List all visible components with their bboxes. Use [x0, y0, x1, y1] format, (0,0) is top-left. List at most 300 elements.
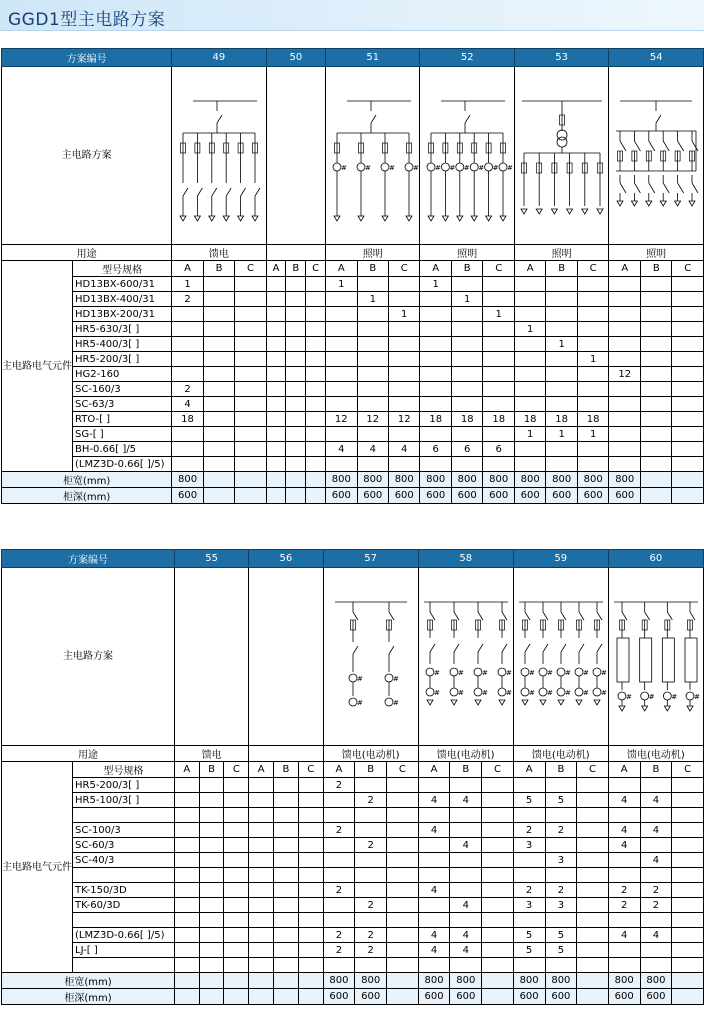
quantity-cell [172, 337, 204, 352]
quantity-cell [274, 898, 299, 913]
circuit-diagram [610, 572, 702, 742]
quantity-cell [483, 292, 514, 307]
cabinet-depth-value [235, 488, 266, 504]
quantity-cell [672, 352, 704, 367]
quantity-cell [577, 793, 609, 808]
circuit-diagram [516, 71, 608, 241]
quantity-cell: 4 [608, 823, 640, 838]
quantity-cell [274, 883, 299, 898]
quantity-cell: 1 [451, 292, 482, 307]
quantity-cell [609, 337, 641, 352]
cabinet-depth-value: 600 [545, 989, 577, 1005]
quantity-cell [450, 823, 482, 838]
quantity-cell [482, 838, 514, 853]
quantity-cell [203, 382, 234, 397]
cabinet-width-value: 800 [323, 973, 355, 989]
usage-value: 馈电 [174, 746, 248, 762]
quantity-cell [174, 778, 199, 793]
quantity-cell [274, 928, 299, 943]
quantity-cell [326, 307, 357, 322]
quantity-cell [577, 838, 609, 853]
quantity-cell [672, 838, 704, 853]
table-row [2, 472, 704, 488]
quantity-cell [672, 382, 704, 397]
table-row [2, 943, 704, 958]
quantity-cell [249, 853, 274, 868]
abc-header: A [323, 762, 355, 778]
quantity-cell [609, 277, 641, 292]
cabinet-width-value: 800 [389, 472, 420, 488]
quantity-cell: 18 [546, 412, 577, 427]
element-name: HR5-100/3[ ] [73, 793, 175, 808]
quantity-cell [608, 853, 640, 868]
cabinet-width-value [672, 973, 704, 989]
abc-header: C [235, 261, 266, 277]
quantity-cell: 2 [355, 838, 387, 853]
quantity-cell [483, 322, 514, 337]
quantity-cell [266, 397, 286, 412]
quantity-cell [224, 883, 249, 898]
cabinet-depth-label: 柜深(mm) [2, 989, 175, 1005]
quantity-cell [203, 442, 234, 457]
element-name: HR5-630/3[ ] [73, 322, 172, 337]
quantity-cell [451, 427, 482, 442]
svg-text:#: # [528, 668, 535, 677]
cabinet-depth-value: 600 [514, 488, 545, 504]
quantity-cell [249, 913, 274, 928]
quantity-cell [389, 367, 420, 382]
svg-text:#: # [449, 163, 456, 172]
quantity-cell [546, 367, 577, 382]
quantity-cell: 12 [357, 412, 388, 427]
quantity-cell [513, 868, 545, 883]
quantity-cell [641, 307, 672, 322]
quantity-cell [172, 367, 204, 382]
quantity-cell [482, 928, 514, 943]
quantity-cell: 2 [323, 943, 355, 958]
cabinet-depth-value [577, 989, 609, 1005]
circuit-diagram-cell [608, 568, 703, 746]
abc-header: B [546, 261, 577, 277]
quantity-cell [357, 322, 388, 337]
abc-header: A [420, 261, 451, 277]
cabinet-width-value: 800 [609, 472, 641, 488]
cabinet-width-value [286, 472, 306, 488]
quantity-cell [640, 838, 672, 853]
cabinet-depth-value: 600 [355, 989, 387, 1005]
quantity-cell [174, 943, 199, 958]
quantity-cell [641, 337, 672, 352]
quantity-cell: 2 [323, 823, 355, 838]
quantity-cell [286, 337, 306, 352]
quantity-cell: 3 [513, 898, 545, 913]
quantity-cell [546, 277, 577, 292]
usage-value: 馈电(电动机) [608, 746, 703, 762]
scheme-number-label: 方案编号 [2, 49, 172, 67]
abc-header: B [274, 762, 299, 778]
quantity-cell: 12 [326, 412, 357, 427]
abc-header: B [199, 762, 224, 778]
quantity-cell [323, 958, 355, 973]
quantity-cell [672, 367, 704, 382]
quantity-cell [387, 838, 419, 853]
cabinet-depth-value [203, 488, 234, 504]
quantity-cell [577, 277, 608, 292]
quantity-cell [224, 898, 249, 913]
svg-text:#: # [388, 163, 395, 172]
quantity-cell [298, 838, 323, 853]
quantity-cell: 1 [546, 337, 577, 352]
quantity-cell: 4 [326, 442, 357, 457]
quantity-cell [545, 838, 577, 853]
quantity-cell [389, 322, 420, 337]
quantity-cell [672, 793, 704, 808]
cabinet-depth-value [387, 989, 419, 1005]
quantity-cell [235, 442, 266, 457]
element-name: SG-[ ] [73, 427, 172, 442]
cabinet-width-value: 800 [172, 472, 204, 488]
main-circuit-label: 主电路方案 [2, 67, 172, 245]
cabinet-width-value [482, 973, 514, 989]
quantity-cell: 18 [420, 412, 451, 427]
quantity-cell: 5 [545, 793, 577, 808]
quantity-cell: 6 [451, 442, 482, 457]
quantity-cell [514, 352, 545, 367]
quantity-cell [286, 427, 306, 442]
cabinet-width-value [224, 973, 249, 989]
cabinet-depth-value: 600 [608, 989, 640, 1005]
quantity-cell [172, 322, 204, 337]
table-row [2, 352, 704, 367]
quantity-cell [546, 322, 577, 337]
quantity-cell [224, 928, 249, 943]
abc-header: C [483, 261, 514, 277]
quantity-cell [203, 277, 234, 292]
quantity-cell [249, 868, 274, 883]
quantity-cell [672, 457, 704, 472]
quantity-cell [326, 352, 357, 367]
quantity-cell [357, 352, 388, 367]
quantity-cell [357, 397, 388, 412]
quantity-cell [420, 352, 451, 367]
quantity-cell [483, 382, 514, 397]
quantity-cell [174, 883, 199, 898]
quantity-cell: 1 [420, 277, 451, 292]
quantity-cell [235, 307, 266, 322]
quantity-cell [546, 457, 577, 472]
quantity-cell [514, 307, 545, 322]
quantity-cell [199, 883, 224, 898]
quantity-cell [450, 868, 482, 883]
quantity-cell [224, 793, 249, 808]
quantity-cell [546, 352, 577, 367]
quantity-cell [482, 958, 514, 973]
quantity-cell: 2 [640, 898, 672, 913]
quantity-cell [235, 457, 266, 472]
quantity-cell: 18 [483, 412, 514, 427]
cabinet-width-value: 800 [545, 973, 577, 989]
quantity-cell [298, 868, 323, 883]
quantity-cell [199, 808, 224, 823]
quantity-cell [326, 382, 357, 397]
circuit-diagram-cell [326, 67, 420, 245]
svg-text:#: # [693, 692, 700, 701]
quantity-cell [274, 958, 299, 973]
scheme-number: 53 [514, 49, 608, 67]
cabinet-depth-value [174, 989, 199, 1005]
quantity-cell [418, 868, 450, 883]
quantity-cell [172, 427, 204, 442]
svg-text:#: # [546, 668, 553, 677]
svg-text:#: # [671, 692, 678, 701]
quantity-cell [387, 853, 419, 868]
svg-text:#: # [481, 668, 488, 677]
svg-text:#: # [546, 688, 553, 697]
quantity-cell [306, 442, 326, 457]
usage-label: 用途 [2, 245, 172, 261]
quantity-cell [357, 382, 388, 397]
quantity-cell [546, 382, 577, 397]
quantity-cell [418, 808, 450, 823]
svg-text:#: # [528, 688, 535, 697]
cabinet-width-value: 800 [450, 973, 482, 989]
quantity-cell [235, 412, 266, 427]
quantity-cell [266, 292, 286, 307]
cabinet-width-value [274, 973, 299, 989]
quantity-cell [640, 958, 672, 973]
cabinet-depth-value: 600 [640, 989, 672, 1005]
quantity-cell [274, 943, 299, 958]
quantity-cell [249, 838, 274, 853]
quantity-cell [577, 367, 608, 382]
table-row [2, 958, 704, 973]
quantity-cell: 4 [608, 928, 640, 943]
quantity-cell [451, 382, 482, 397]
usage-value: 照明 [514, 245, 608, 261]
quantity-cell [672, 337, 704, 352]
table-row [2, 793, 704, 808]
quantity-cell [298, 778, 323, 793]
abc-header: A [266, 261, 286, 277]
quantity-cell [672, 913, 704, 928]
element-name: SC-63/3 [73, 397, 172, 412]
quantity-cell [174, 898, 199, 913]
svg-text:#: # [464, 163, 470, 172]
abc-header: A [609, 261, 641, 277]
quantity-cell [266, 322, 286, 337]
abc-header: C [577, 261, 608, 277]
quantity-cell [274, 853, 299, 868]
svg-text:#: # [457, 668, 464, 677]
quantity-cell [266, 367, 286, 382]
quantity-cell [357, 307, 388, 322]
circuit-diagram-cell [420, 67, 514, 245]
quantity-cell [298, 928, 323, 943]
quantity-cell: 4 [640, 928, 672, 943]
quantity-cell: 2 [355, 928, 387, 943]
table-row [2, 568, 704, 746]
quantity-cell: 4 [450, 838, 482, 853]
cabinet-width-value: 800 [451, 472, 482, 488]
table-row [2, 838, 704, 853]
quantity-cell [199, 838, 224, 853]
usage-value: 照明 [609, 245, 704, 261]
quantity-cell: 2 [172, 382, 204, 397]
quantity-cell [451, 277, 482, 292]
quantity-cell [389, 457, 420, 472]
element-name: SC-160/3 [73, 382, 172, 397]
quantity-cell: 2 [323, 883, 355, 898]
cabinet-depth-value [266, 488, 286, 504]
abc-header: B [451, 261, 482, 277]
cabinet-width-label: 柜宽(mm) [2, 472, 172, 488]
cabinet-depth-value: 600 [418, 989, 450, 1005]
quantity-cell: 18 [577, 412, 608, 427]
quantity-cell [482, 808, 514, 823]
quantity-cell [672, 292, 704, 307]
quantity-cell [224, 823, 249, 838]
quantity-cell [672, 868, 704, 883]
quantity-cell [199, 898, 224, 913]
abc-header: C [672, 261, 704, 277]
quantity-cell: 3 [545, 898, 577, 913]
quantity-cell [450, 778, 482, 793]
abc-header: A [608, 762, 640, 778]
table-row [2, 808, 704, 823]
table-row [2, 973, 704, 989]
cabinet-depth-value [286, 488, 306, 504]
quantity-cell: 1 [357, 292, 388, 307]
cabinet-width-value [641, 472, 672, 488]
abc-header: A [249, 762, 274, 778]
scheme-number: 55 [174, 550, 248, 568]
circuit-diagram-cell [609, 67, 704, 245]
quantity-cell [298, 913, 323, 928]
quantity-cell: 1 [483, 307, 514, 322]
circuit-diagram-cell [266, 67, 325, 245]
quantity-cell [450, 958, 482, 973]
quantity-cell: 5 [513, 943, 545, 958]
quantity-cell [266, 337, 286, 352]
table-row [2, 382, 704, 397]
quantity-cell [451, 457, 482, 472]
table-row [2, 883, 704, 898]
quantity-cell [577, 853, 609, 868]
quantity-cell [451, 367, 482, 382]
quantity-cell [451, 307, 482, 322]
cabinet-width-value: 800 [514, 472, 545, 488]
quantity-cell [199, 913, 224, 928]
quantity-cell [420, 367, 451, 382]
quantity-cell: 4 [450, 898, 482, 913]
circuit-diagram-cell [249, 568, 323, 746]
element-name: BH-0.66[ ]/5 [73, 442, 172, 457]
quantity-cell: 3 [545, 853, 577, 868]
quantity-cell [451, 337, 482, 352]
svg-text:#: # [505, 688, 512, 697]
quantity-cell [513, 913, 545, 928]
quantity-cell: 5 [513, 793, 545, 808]
quantity-cell [298, 883, 323, 898]
quantity-cell [199, 958, 224, 973]
quantity-cell [577, 292, 608, 307]
cabinet-width-value: 800 [513, 973, 545, 989]
quantity-cell [482, 883, 514, 898]
cabinet-width-value: 800 [608, 973, 640, 989]
element-name: HR5-400/3[ ] [73, 337, 172, 352]
quantity-cell [418, 853, 450, 868]
quantity-cell [286, 322, 306, 337]
quantity-cell [323, 808, 355, 823]
abc-header: C [577, 762, 609, 778]
quantity-cell [306, 457, 326, 472]
scheme-table-1 [1, 48, 704, 504]
quantity-cell [355, 808, 387, 823]
quantity-cell [323, 913, 355, 928]
quantity-cell [203, 292, 234, 307]
quantity-cell [641, 427, 672, 442]
table-row [2, 913, 704, 928]
quantity-cell: 4 [640, 793, 672, 808]
quantity-cell [608, 868, 640, 883]
element-name: HR5-200/3[ ] [73, 352, 172, 367]
quantity-cell [357, 277, 388, 292]
element-name: (LMZ3D-0.66[ ]/5) [73, 457, 172, 472]
element-name: HD13BX-600/31 [73, 277, 172, 292]
quantity-cell [609, 427, 641, 442]
cabinet-depth-value: 600 [326, 488, 357, 504]
quantity-cell [482, 868, 514, 883]
quantity-cell [420, 382, 451, 397]
quantity-cell [641, 397, 672, 412]
quantity-cell [513, 853, 545, 868]
circuit-diagram-cell [513, 568, 608, 746]
quantity-cell [482, 913, 514, 928]
quantity-cell [224, 913, 249, 928]
quantity-cell [174, 868, 199, 883]
abc-header: C [387, 762, 419, 778]
quantity-cell [577, 442, 608, 457]
quantity-cell: 1 [577, 427, 608, 442]
quantity-cell [641, 277, 672, 292]
usage-value: 馈电(电动机) [513, 746, 608, 762]
table-row [2, 928, 704, 943]
quantity-cell [174, 838, 199, 853]
title-banner [0, 0, 704, 31]
cabinet-depth-value [199, 989, 224, 1005]
table-row [2, 868, 704, 883]
quantity-cell [199, 823, 224, 838]
quantity-cell: 4 [418, 823, 450, 838]
abc-header: B [641, 261, 672, 277]
quantity-cell [172, 457, 204, 472]
quantity-cell [389, 292, 420, 307]
svg-text:#: # [412, 163, 419, 172]
quantity-cell [577, 457, 608, 472]
quantity-cell [274, 838, 299, 853]
quantity-cell: 1 [514, 427, 545, 442]
scheme-number: 60 [608, 550, 703, 568]
quantity-cell [203, 307, 234, 322]
scheme-number: 56 [249, 550, 323, 568]
element-name: RTO-[ ] [73, 412, 172, 427]
table-row [2, 49, 704, 67]
quantity-cell [298, 808, 323, 823]
table-row [2, 261, 704, 277]
usage-value [249, 746, 323, 762]
svg-text:#: # [356, 698, 363, 707]
quantity-cell [286, 412, 306, 427]
